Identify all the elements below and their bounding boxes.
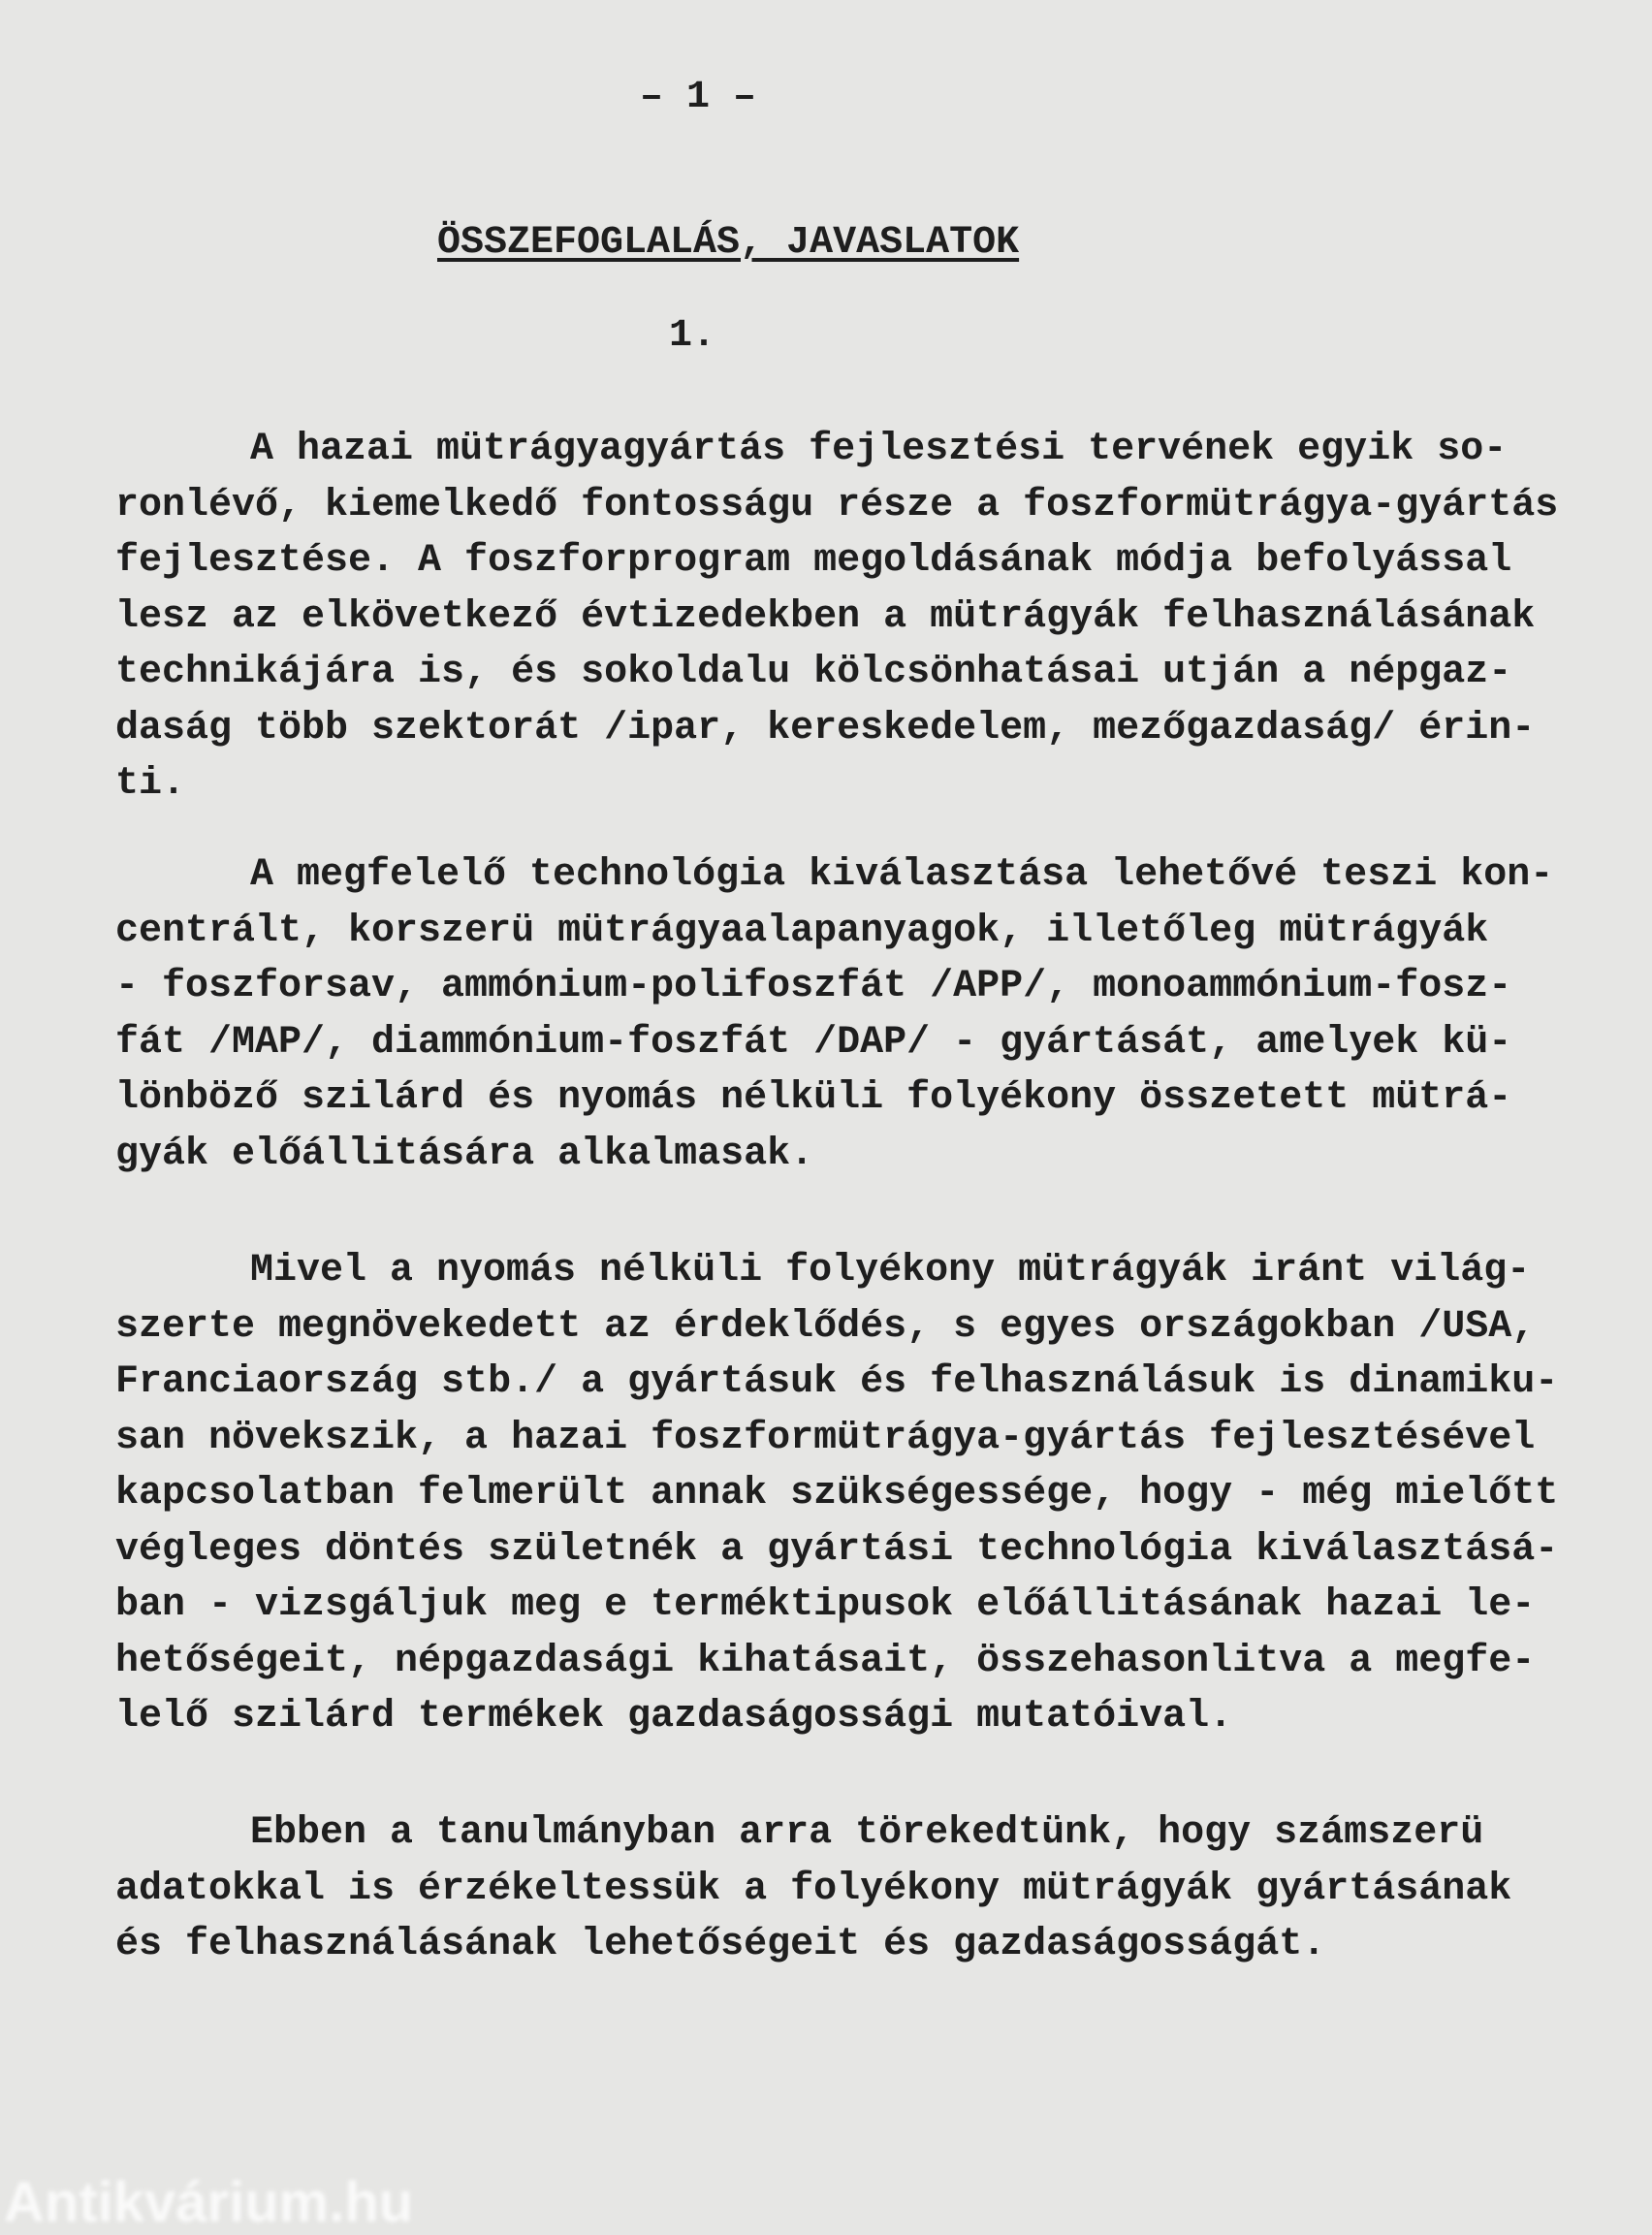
text-line: lelő szilárd termékek gazdaságossági mutatóival. xyxy=(115,1695,1233,1739)
paragraph-4 xyxy=(115,1805,1511,1973)
text-line: Mivel a nyomás nélküli folyékony mütrágyák iránt világ- xyxy=(250,1249,1531,1293)
section-number: 1. xyxy=(669,314,716,358)
text-line: daság több szektorát /ipar, kereskedelem, mezőgazdaság/ érin- xyxy=(115,706,1536,750)
text-line: lönböző szilárd és nyomás nélküli folyékony összetett mütrá- xyxy=(115,1076,1512,1120)
text-line: fát /MAP/, diammónium-foszfát /DAP/ - gyártását, amelyek kü- xyxy=(115,1020,1512,1065)
text-line: kapcsolatban felmerült annak szükségessége, hogy - még mielőtt xyxy=(115,1472,1559,1516)
text-line: gyák előállitására alkalmasak. xyxy=(115,1132,814,1176)
text-line: ronlévő, kiemelkedő fontosságu része a foszformütrágya-gyártás xyxy=(115,483,1559,527)
paragraph-1 xyxy=(115,422,1558,813)
text-line: A hazai mütrágyagyártás fejlesztési tervének egyik so- xyxy=(250,428,1508,471)
text-line: - foszforsav, ammónium-polifoszfát /APP/, monoammónium-fosz- xyxy=(115,965,1512,1008)
text-line: ban - vizsgáljuk meg e terméktipusok előállitásának hazai le- xyxy=(115,1583,1536,1627)
text-line: Ebben a tanulmányban arra törekedtünk, hogy számszerü xyxy=(250,1811,1484,1855)
text-line: technikájára is, és sokoldalu kölcsönhatásai utján a népgaz- xyxy=(115,651,1512,694)
text-line: san növekszik, a hazai foszformütrágya-gyártás fejlesztésével xyxy=(115,1416,1536,1460)
document-title: ÖSSZEFOGLALÁS, JAVASLATOK xyxy=(437,221,1020,265)
text-line: szerte megnövekedett az érdeklődés, s egyes országokban /USA, xyxy=(115,1304,1536,1349)
paragraph-2 xyxy=(115,847,1553,1182)
text-line: ti. xyxy=(115,762,186,806)
text-line: A megfelelő technológia kiválasztása lehetővé teszi kon- xyxy=(250,853,1554,897)
watermark-logo: Antikvárium.hu xyxy=(4,2171,414,2234)
text-line: adatokkal is érzékeltessük a folyékony mütrágyák gyártásának xyxy=(115,1867,1512,1911)
text-line: lesz az elkövetkező évtizedekben a mütrágyák felhasználásának xyxy=(115,594,1536,639)
text-line: és felhasználásának lehetőségeit és gazdaságosságát. xyxy=(115,1923,1326,1966)
text-line: hetőségeit, népgazdasági kihatásait, összehasonlitva a megfe- xyxy=(115,1639,1536,1683)
page-number: – 1 – xyxy=(639,76,757,119)
paragraph-3 xyxy=(115,1243,1558,1745)
text-line: centrált, korszerü mütrágyaalapanyagok, illetőleg mütrágyák xyxy=(115,909,1489,953)
text-line: végleges döntés születnék a gyártási technológia kiválasztásá- xyxy=(115,1527,1559,1572)
text-line: fejlesztése. A foszforprogram megoldásának módja befolyással xyxy=(115,539,1512,583)
text-line: Franciaország stb./ a gyártásuk és felhasználásuk is dinamiku- xyxy=(115,1360,1559,1404)
